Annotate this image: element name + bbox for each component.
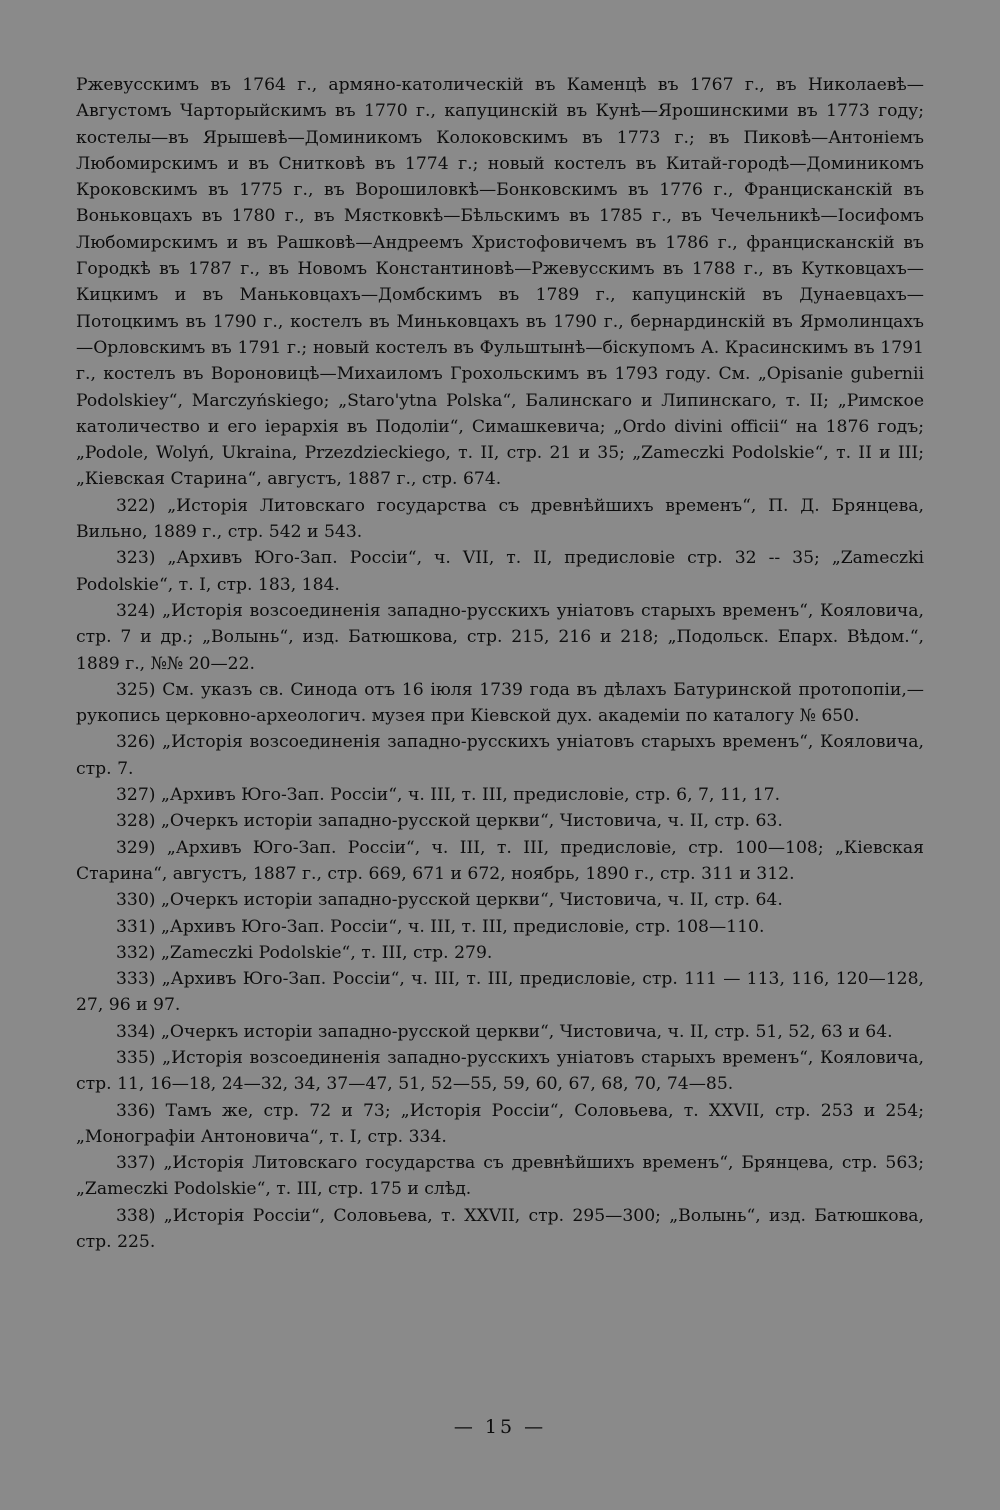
footnote-322: 322) „Исторія Литовскаго государства съ древнѣйшихъ временъ“, П. Д. Брянцева, Вильно, 1889 г., стр. 542 и 543. — [76, 495, 924, 543]
footnote-332: 332) „Zameczki Podolskie“, т. III, стр. 279. — [116, 942, 493, 963]
intro-paragraph: Ржевусскимъ въ 1764 г., армяно-католическій въ Каменцѣ въ 1767 г., въ Николаевѣ—Августомъ Чарторыйскимъ въ 1770 г., капуцинскій въ Кунѣ—Ярошинскими въ 1773 году; костелы—въ Ярышевѣ—Доминикомъ Колоковскимъ въ 1773 г.; въ Пиковѣ—Антоніемъ Любомирскимъ и въ Снитковѣ въ 1774 г.; новый костелъ въ Китай-городѣ—Доминикомъ Кроковскимъ въ 1775 г., въ Ворошиловкѣ—Бонковскимъ въ 1776 г., Францисканскій въ Воньковцахъ въ 1780 г., въ Мястковкѣ—Бѣльскимъ въ 1785 г., въ Чечельникѣ—Іосифомъ Любомирскимъ и въ Рашковѣ—Андреемъ Христофовичемъ въ 1786 г., францисканскій въ Городкѣ въ 1787 г., въ Новомъ Константиновѣ—Ржевусскимъ въ 1788 г., въ Кутковцахъ—Кицкимъ и въ Маньковцахъ—Домбскимъ въ 1789 г., капуцинскій въ Дунаевцахъ—Потоцкимъ въ 1790 г., костелъ въ Миньковцахъ въ 1790 г., бернардинскій въ Ярмолинцахъ—Орловскимъ въ 1791 г.; новый костелъ въ Фульштынѣ—біскупомъ А. Красинскимъ въ 1791 г., костелъ въ Вороновицѣ—Михаиломъ Грохольскимъ въ 1793 году. См. „Opisanie guberniі Podolskiey“, Marczyńskiego; „Staro'ytna Polska“, Балинскаго и Липинскаго, т. II; „Римское католичество и его іерархія въ Подоліи“, Симашкевича; „Ordo divini officii“ на 1876 годъ; „Podole, Wolyń, Ukraina, Przezdzieckiego, т. II, стр. 21 и 35; „Zameczki Podolskie“, т. II и III; „Кіевская Старина“, августъ, 1887 г., стр. 674. — [76, 75, 924, 490]
footnote-338: 338) „Исторія Россіи“, Соловьева, т. XXVII, стр. 295—300; „Волынь“, изд. Батюшкова, стр. 225. — [76, 1205, 924, 1253]
footnote-333: 333) „Архивъ Юго-Зап. Россіи“, ч. III, т. III, предисловіе, стр. 111 — 113, 116, 120—128, 27, 96 и 97. — [76, 969, 924, 1016]
footnote-328: 328) „Очеркъ исторіи западно-русской церкви“, Чистовича, ч. II, стр. 63. — [116, 811, 783, 832]
footnote-327: 327) „Архивъ Юго-Зап. Россіи“, ч. III, т. III, предисловіе, стр. 6, 7, 11, 17. — [116, 785, 781, 806]
page-text — [76, 72, 924, 1255]
footnote-331: 331) „Архивъ Юго-Зап. Россіи“, ч. III, т. III, предисловіе, стр. 108—110. — [116, 916, 765, 937]
footnote-325: 325) См. указъ св. Синода отъ 16 іюля 1739 года въ дѣлахъ Батуринской протопопіи,—рукопись церковно-археологич. музея при Кіевской дух. академіи по каталогу № 650. — [76, 679, 924, 727]
footnote-324: 324) „Исторія возсоединенія западно-русскихъ уніатовъ старыхъ временъ“, Кояловича, стр. 7 и др.; „Волынь“, изд. Батюшкова, стр. 215, 216 и 218; „Подольск. Епарх. Вѣдом.“, 1889 г., №№ 20—22. — [76, 600, 924, 674]
page-number: — 15 — — [453, 1416, 547, 1438]
footnote-330: 330) „Очеркъ исторіи западно-русской церкви“, Чистовича, ч. II, стр. 64. — [116, 890, 783, 911]
footnote-335: 335) „Исторія возсоединенія западно-русскихъ уніатовъ старыхъ временъ“, Кояловича, стр. 11, 16—18, 24—32, 34, 37—47, 51, 52—55, 59, 60, 67, 68, 70, 74—85. — [76, 1047, 924, 1095]
footnote-329: 329) „Архивъ Юго-Зап. Россіи“, ч. III, т. III, предисловіе, стр. 100—108; „Кіевская Старина“, августъ, 1887 г., стр. 669, 671 и 672, ноябрь, 1890 г., стр. 311 и 312. — [76, 837, 924, 884]
footnote-337: 337) „Исторія Литовскаго государства съ древнѣйшихъ временъ“, Брянцева, стр. 563; „Zameczki Podolskie“, т. III, стр. 175 и слѣд. — [76, 1153, 924, 1200]
footnote-336: 336) Тамъ же, стр. 72 и 73; „Исторія Россіи“, Соловьева, т. XXVII, стр. 253 и 254; „Монографіи Антоновича“, т. I, стр. 334. — [76, 1100, 924, 1147]
footnote-334: 334) „Очеркъ исторіи западно-русской церкви“, Чистовича, ч. II, стр. 51, 52, 63 и 64. — [116, 1021, 893, 1042]
footnote-326: 326) „Исторія возсоединенія западно-русскихъ уніатовъ старыхъ временъ“, Кояловича, стр. 7. — [76, 732, 924, 779]
footnote-323: 323) „Архивъ Юго-Зап. Россіи“, ч. VII, т. II, предисловіе стр. 32 -- 35; „Zameczki Podolskie“, т. I, стр. 183, 184. — [76, 548, 924, 595]
